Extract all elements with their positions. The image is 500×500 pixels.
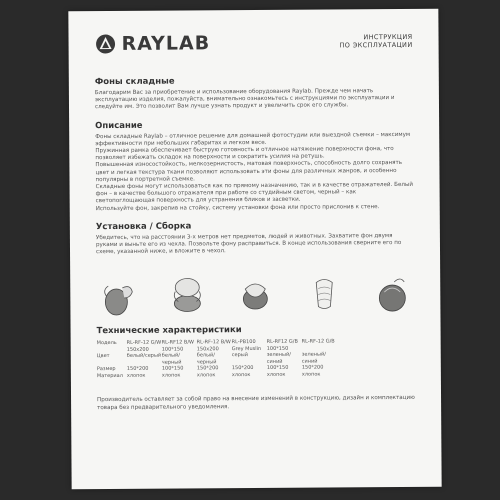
folding-step-3-illustration bbox=[237, 269, 273, 317]
spec-cell-color: серый bbox=[231, 352, 248, 359]
disclaimer-text: Производитель оставляет за собой право на внесение изменений в конструкцию, дизайн и комплектацию товара без предварительного уведомления. bbox=[97, 395, 415, 411]
manual-title-line-1: ИНСТРУКЦИЯ bbox=[363, 32, 413, 42]
spec-label-material: Материал bbox=[96, 372, 123, 380]
description-paragraph-2: Пружинная рамка обеспечивает быструю готовность и отличное натяжение поверхности фона, что позволяет избежать складок на поверхности и сократить усилия на ретушь. bbox=[95, 146, 394, 162]
spec-label-size: Размер bbox=[96, 366, 116, 373]
folding-step-2-illustration bbox=[169, 270, 205, 318]
spec-cell-material: хлопок bbox=[266, 371, 286, 378]
specs-heading: Технические характеристики bbox=[96, 325, 242, 337]
spec-label-color: Цвет bbox=[96, 353, 110, 360]
instruction-sheet bbox=[68, 9, 441, 490]
spec-label-model: Модель bbox=[96, 340, 117, 347]
brand-name: RAYLAB bbox=[121, 32, 211, 55]
spec-cell-size: 100*150 bbox=[266, 365, 289, 372]
folding-step-5-illustration bbox=[374, 268, 410, 316]
spec-cell-material: хлопок bbox=[126, 372, 146, 379]
spec-cell-model: RL-RF-12 G/B bbox=[301, 338, 335, 346]
intro-text: Благодарим Вас за приобретение и использование оборудования Raylab. Прежде чем начать эксплуатацию изделия, пожалуйста, внимательно ознакомьтесь с инструкциями по эксплуатации и следуйте им. Это позволит Вам лучше узнать продукт и увеличить срок его службы. bbox=[94, 88, 395, 111]
spec-cell-model: RL-PB100 Grey Muslin bbox=[231, 339, 262, 353]
spec-cell-model: RL-RF12 B/W 100*150 bbox=[161, 339, 195, 353]
spec-cell-color: белый/черный bbox=[196, 352, 217, 366]
specs-table bbox=[97, 338, 415, 379]
assembly-heading: Установка / Сборка bbox=[95, 221, 192, 232]
spec-cell-size: 150*200 bbox=[231, 365, 254, 372]
manual-title bbox=[339, 33, 412, 50]
folding-step-4-illustration bbox=[306, 269, 342, 317]
assembly-text: Убедитесь, что на расстоянии 3-х метров нет предметов, людей и животных. Захватите фон двумя руками и выньте его из чехла. Позвольте фону расправиться. В конце использования сверните его по схеме, указанной ниже, и вложите в чехол. bbox=[95, 232, 402, 256]
spec-cell-model: RL-RF-12 B/W 150x200 bbox=[196, 339, 231, 353]
folding-diagram bbox=[96, 266, 414, 318]
spec-cell-material: хлопок bbox=[231, 371, 251, 379]
spec-cell-color: зеленый/синий bbox=[266, 352, 291, 365]
spec-cell-color: зеленый/синий bbox=[301, 351, 326, 365]
spec-cell-color: белый/черный bbox=[161, 352, 182, 366]
folding-step-1-illustration bbox=[100, 270, 136, 318]
description-paragraph-4: Складные фоны могут использоваться как по прямому назначению, так и в качестве отражателей. Белый фон – в качестве большого отражателя при работе со студийным светом, черный – как светопоглощающая поверхность для устранения бликов и засветки. bbox=[95, 181, 414, 205]
spec-row-material bbox=[97, 371, 415, 380]
description-paragraph-5: Используйте фон, закрепив на стойку, систему установки фона или просто прислонив к стене. bbox=[95, 203, 380, 212]
spec-cell-model: RL-RF12 G/B 100*150 bbox=[266, 339, 298, 352]
description-paragraph-3: Повышенная износостойкость, мелкозернистость, матовая поверхность, способность долго сохранять цвет и легкая текстура ткани позволяют использовать эти фоны для различных жанров, и особенно популярны в портретной съемке. bbox=[95, 160, 403, 183]
spec-cell-size: 150*200 bbox=[301, 364, 324, 372]
manual-title-line-2: ПО ЭКСПЛУАТАЦИИ bbox=[339, 40, 413, 50]
spec-cell-size: 100*150 bbox=[161, 365, 184, 373]
spec-cell-color: белый/серый bbox=[126, 353, 162, 360]
raylab-logo-icon bbox=[94, 34, 116, 54]
spec-cell-size: 150*200 bbox=[196, 365, 219, 372]
spec-cell-size: 150*200 bbox=[126, 366, 149, 373]
description-heading: Описание bbox=[95, 120, 143, 131]
spec-cell-model: RL-RF-12 G/W 150x200 bbox=[126, 340, 162, 353]
intro-heading: Фоны складные bbox=[94, 76, 175, 88]
spec-cell-material: хлопок bbox=[161, 372, 181, 379]
brand-logo bbox=[94, 32, 210, 55]
spec-cell-material: хлопок bbox=[196, 372, 216, 379]
spec-cell-material: хлопок bbox=[301, 371, 321, 378]
header bbox=[94, 27, 412, 71]
description-paragraph-1: Фоны складные Raylab – отличное решение для домашней фотостудии или выездной съемки – максимум эффективности при небольших габаритах и легком весе. bbox=[95, 131, 411, 147]
